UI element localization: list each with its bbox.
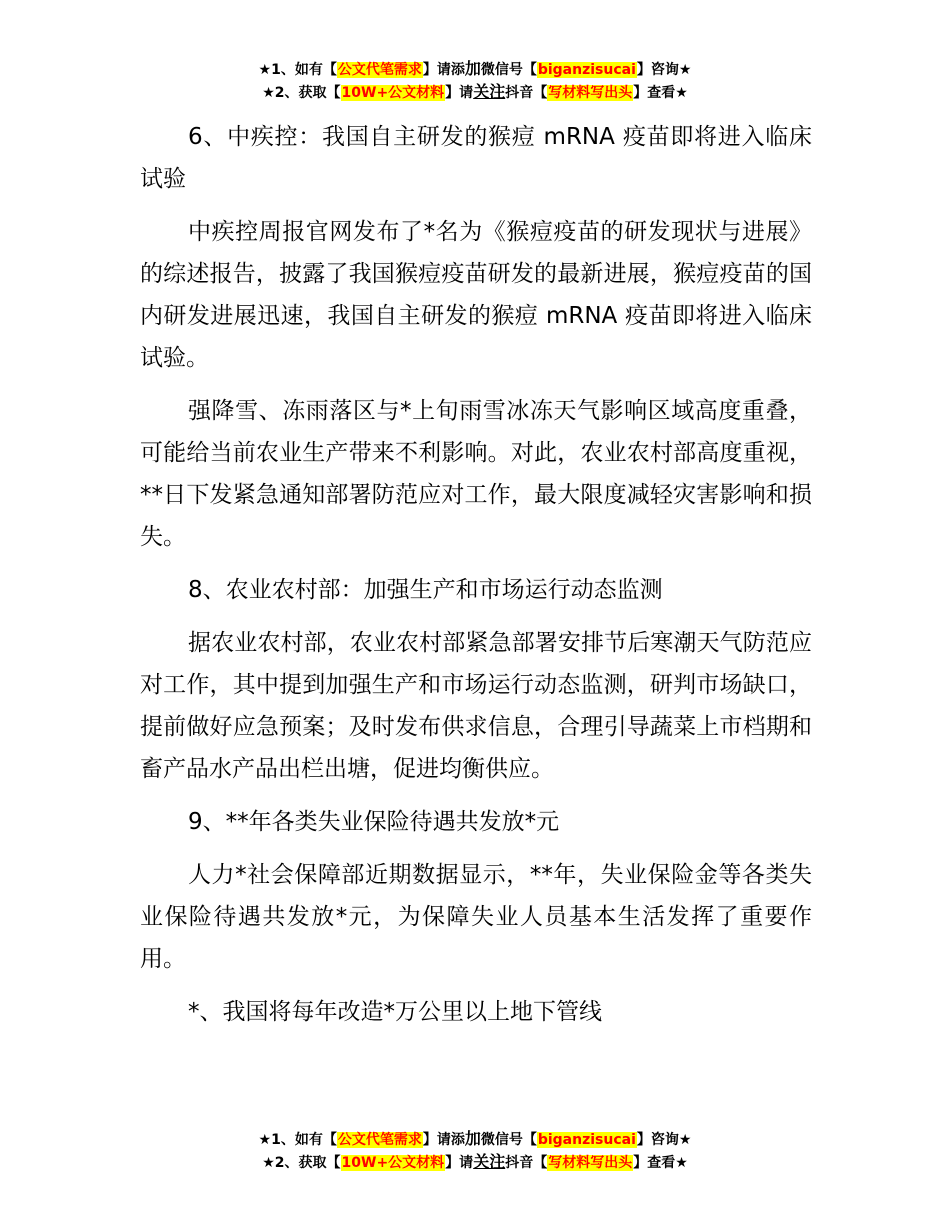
- banner-line-2: [0, 1151, 950, 1174]
- banner-text: 抖音【: [505, 85, 548, 101]
- banner-text: 】请添: [422, 1132, 465, 1148]
- highlight-douyin: 写材料写出头: [548, 85, 633, 101]
- highlight-service: 公文代笔需求: [337, 1132, 422, 1148]
- banner-text: 加: [464, 1129, 481, 1148]
- highlight-wechat-id: biganzisucai: [537, 62, 636, 78]
- banner-text: 】请: [445, 1155, 474, 1171]
- banner-text: 】咨询★: [636, 1132, 692, 1148]
- paragraph: 人力*社会保障部近期数据显示，**年，失业保险金等各类失业保险待遇共发放*元，为保障失业人员基本生活发挥了重要作用。: [140, 862, 812, 972]
- banner-text: 抖音【: [505, 1155, 548, 1171]
- banner-text: 】查看★: [633, 1155, 688, 1171]
- banner-line-1: [0, 1128, 950, 1151]
- paragraph: 中疾控周报官网发布了*名为《猴痘疫苗的研发现状与进展》的综述报告，披露了我国猴痘疫苗研发的最新进展，猴痘疫苗的国内研发进展迅速，我国自主研发的猴痘 mRNA 疫苗即将进入临床试验。: [140, 219, 812, 371]
- banner-line-2: [0, 81, 950, 104]
- banner-text: 微信号【: [480, 1132, 537, 1148]
- banner-text: 】咨询★: [636, 62, 692, 78]
- banner-text: 关注: [473, 82, 506, 101]
- highlight-wechat-id: biganzisucai: [537, 1132, 636, 1148]
- banner-text: 加: [464, 59, 481, 78]
- banner-text: 】查看★: [633, 85, 688, 101]
- star-icon: ★: [262, 1155, 275, 1171]
- heading-6: 6、中疾控：我国自主研发的猴痘 mRNA 疫苗即将进入临床试验: [140, 124, 812, 192]
- highlight-service: 公文代笔需求: [337, 62, 422, 78]
- highlight-materials: 10W+公文材料: [341, 85, 445, 101]
- star-icon: ★: [258, 62, 272, 78]
- heading-9: 9、**年各类失业保险待遇共发放*元: [188, 809, 560, 835]
- banner-text: 1、如有【: [271, 62, 337, 78]
- banner-text: 】请: [445, 85, 474, 101]
- paragraph: 据农业农村部，农业农村部紧急部署安排节后寒潮天气防范应对工作，其中提到加强生产和市场运行动态监测，研判市场缺口，提前做好应急预案；及时发布供求信息，合理引导蔬菜上市档期和畜产品水产品出栏出塘，促进均衡供应。: [140, 630, 812, 782]
- star-icon: ★: [258, 1132, 272, 1148]
- banner-text: 2、获取【: [274, 85, 341, 101]
- heading-8: 8、农业农村部：加强生产和市场运行动态监测: [188, 577, 663, 603]
- highlight-materials: 10W+公文材料: [341, 1155, 445, 1171]
- banner-text: 2、获取【: [274, 1155, 341, 1171]
- document-body: [140, 116, 812, 1044]
- banner-text: 1、如有【: [271, 1132, 337, 1148]
- banner-text: 微信号【: [480, 62, 537, 78]
- star-icon: ★: [262, 85, 275, 101]
- banner-text: 关注: [473, 1152, 506, 1171]
- heading-10: *、我国将每年改造*万公里以上地下管线: [188, 999, 602, 1025]
- footer-banner: [0, 1128, 950, 1174]
- header-banner: [0, 58, 950, 104]
- highlight-douyin: 写材料写出头: [548, 1155, 633, 1171]
- paragraph: 强降雪、冻雨落区与*上旬雨雪冰冻天气影响区域高度重叠，可能给当前农业生产带来不利影响。对此，农业农村部高度重视，**日下发紧急通知部署防范应对工作，最大限度减轻灾害影响和损失。: [140, 398, 812, 550]
- banner-text: 】请添: [422, 62, 465, 78]
- banner-line-1: [0, 58, 950, 81]
